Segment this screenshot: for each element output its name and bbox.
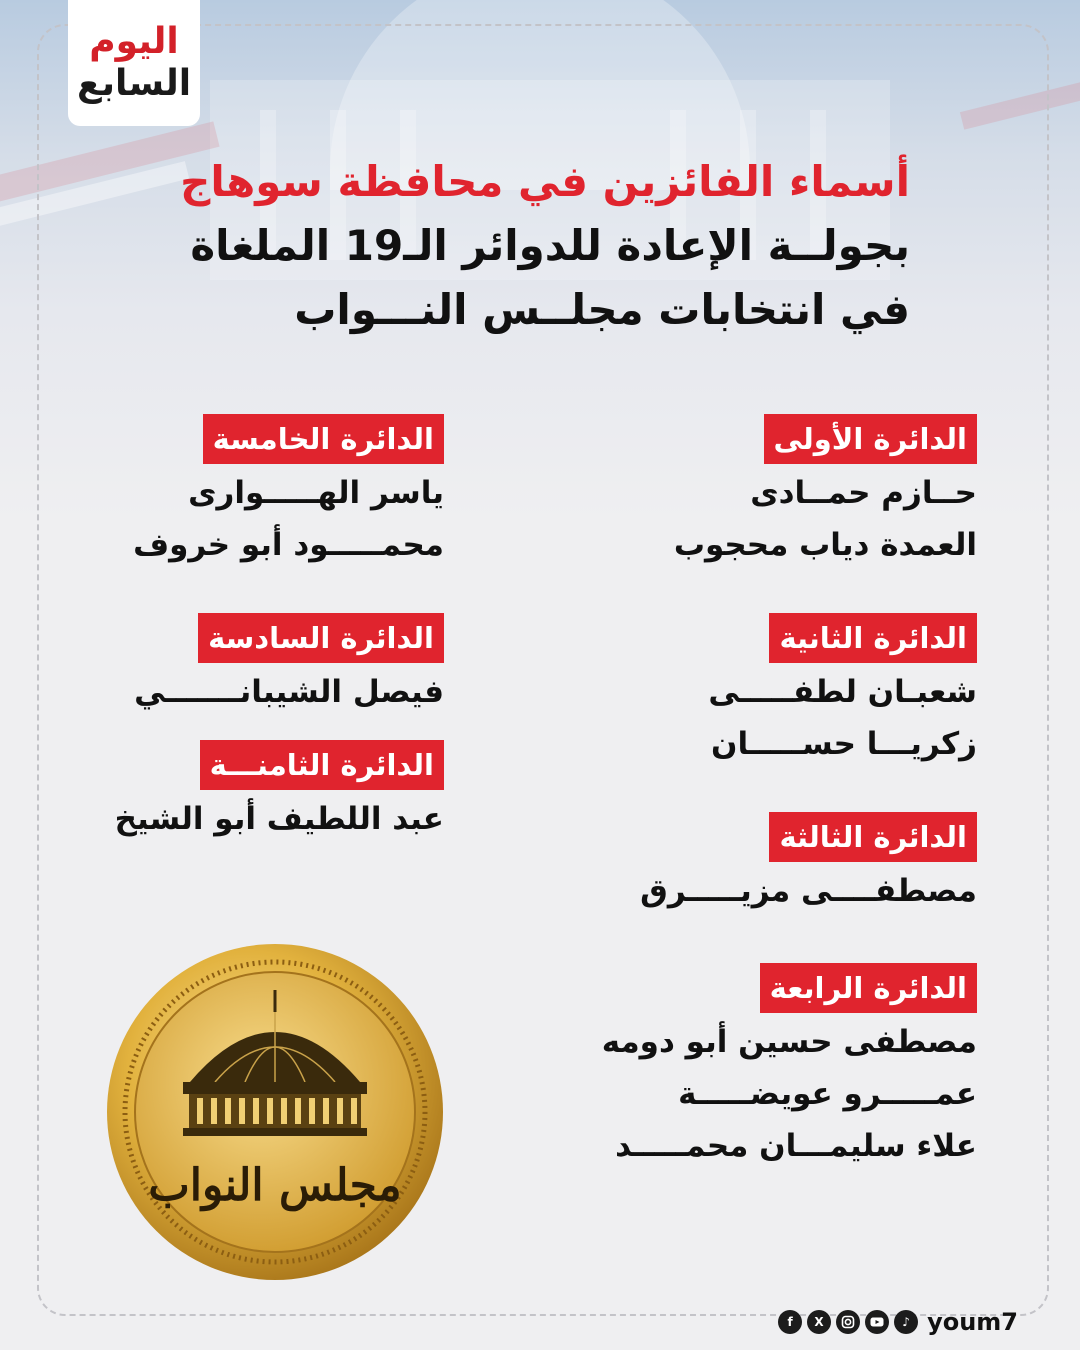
district-label: الدائرة الأولى (764, 414, 977, 464)
facebook-icon[interactable]: f (778, 1310, 802, 1334)
winner-name: شعبـان لطفـــــى (708, 674, 977, 710)
winner-name: مصطفى حسين أبو دومه (601, 1024, 977, 1060)
district-label: الدائرة السادسة (198, 613, 444, 663)
logo-line-1: اليوم (89, 21, 179, 62)
districts-right-column (577, 414, 977, 1172)
winner-name: حــازم حمــادى (750, 475, 977, 511)
winner-name: ياسر الهـــــوارى (188, 475, 444, 511)
x-icon[interactable]: X (807, 1310, 831, 1334)
winner-name: العمدة دياب محجوب (673, 527, 977, 563)
district-6 (84, 613, 444, 718)
district-label: الدائرة الثامنـــة (200, 740, 444, 790)
winner-name: علاء سليمـــان محمـــــد (615, 1128, 977, 1164)
winner-name: عبد اللطيف أبو الشيخ (114, 801, 444, 837)
logo-line-2: السابع (76, 63, 192, 104)
emblem-text: مجلس النواب (148, 1160, 402, 1211)
district-5 (84, 414, 444, 571)
headline (100, 150, 910, 342)
district-label: الدائرة الثالثة (769, 812, 977, 862)
youtube-icon[interactable] (865, 1310, 889, 1334)
parliament-dome-icon (105, 942, 445, 1282)
headline-line-1: أسماء الفائزين في محافظة سوهاج (180, 157, 910, 206)
district-label: الدائرة الرابعة (760, 963, 977, 1013)
district-label: الدائرة الخامسة (203, 414, 444, 464)
district-label: الدائرة الثانية (769, 613, 977, 663)
winner-name: فيصل الشيبانـــــــي (134, 674, 444, 710)
winner-name: محمـــــود أبو خروف (133, 527, 444, 563)
headline-line-2: بجولــة الإعادة للدوائر الـ19 الملغاة (190, 221, 910, 270)
district-3 (577, 812, 977, 917)
districts-left-column (84, 414, 444, 845)
district-8 (84, 740, 444, 845)
tiktok-icon[interactable]: ♪ (894, 1310, 918, 1334)
social-footer (778, 1308, 1018, 1336)
youm7-logo (68, 0, 200, 126)
instagram-icon[interactable] (836, 1310, 860, 1334)
district-4 (577, 963, 977, 1172)
headline-line-3: في انتخابات مجلــس النـــواب (294, 285, 910, 334)
winner-name: مصطفــــى مزيـــــرق (640, 873, 977, 909)
parliament-emblem (105, 942, 445, 1282)
district-2 (577, 613, 977, 770)
winner-name: عمـــــرو عويضـــــة (678, 1076, 977, 1112)
district-1 (577, 414, 977, 571)
winner-name: زكريـــا حســـــان (711, 726, 977, 762)
brand-handle[interactable]: youm7 (927, 1308, 1018, 1336)
